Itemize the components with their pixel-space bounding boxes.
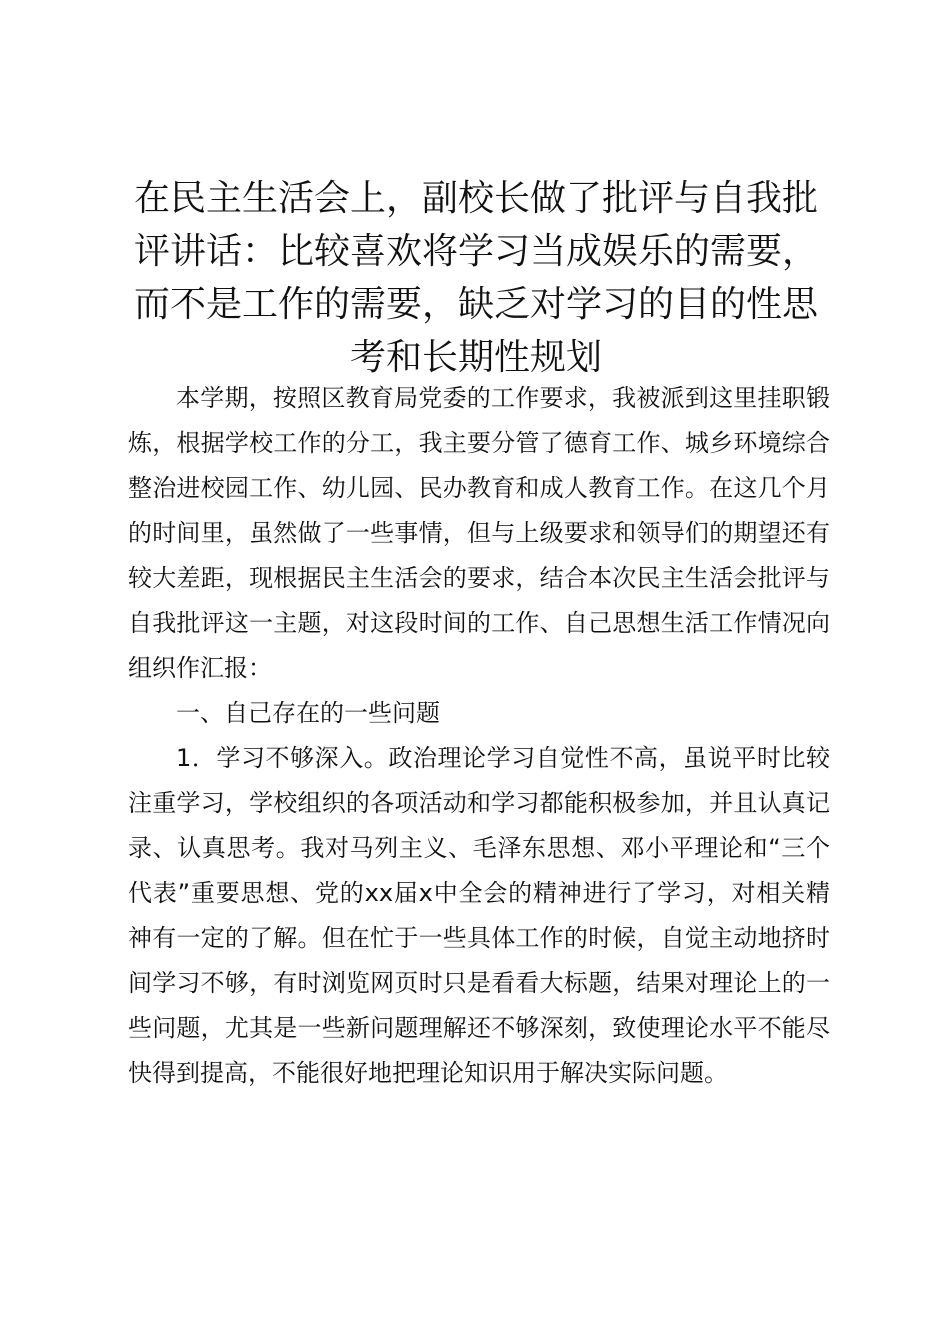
intro-paragraph: 本学期，按照区教育局党委的工作要求，我被派到这里挂职锻炼，根据学校工作的分工，我主要分管了德育工作、城乡环境综合整治进校园工作、幼儿园、民办教育和成人教育工作。在这几个月的时间里，虽然做了一些事情，但与上级要求和领导们的期望还有较大差距，现根据民主生活会的要求，结合本次民主生活会批评与自我批评这一主题，对这段时间的工作、自己思想生活工作情况向组织作汇报： (128, 384, 830, 682)
section-heading: 一、自己存在的一些问题 (176, 699, 440, 727)
document-title: 在民主生活会上，副校长做了批评与自我批评讲话：比较喜欢将学习当成娱乐的需要，而不是工作的需要，缺乏对学习的目的性思考和长期性规划 (133, 178, 818, 378)
document-body (128, 376, 830, 1096)
body-paragraph: 1．学习不够深入。政治理论学习自觉性不高，虽说平时比较注重学习，学校组织的各项活动和学习都能积极参加，并且认真记录、认真思考。我对马列主义、毛泽东思想、邓小平理论和“三个代表”重要思想、党的xx届x中全会的精神进行了学习，对相关精神有一定的了解。但在忙于一些具体工作的时候，自觉主动地挤时间学习不够，有时浏览网页时只是看看大标题，结果对理论上的一些问题，尤其是一些新问题理解还不够深刻，致使理论水平不能尽快得到提高，不能很好地把理论知识用于解决实际问题。 (128, 744, 830, 1087)
